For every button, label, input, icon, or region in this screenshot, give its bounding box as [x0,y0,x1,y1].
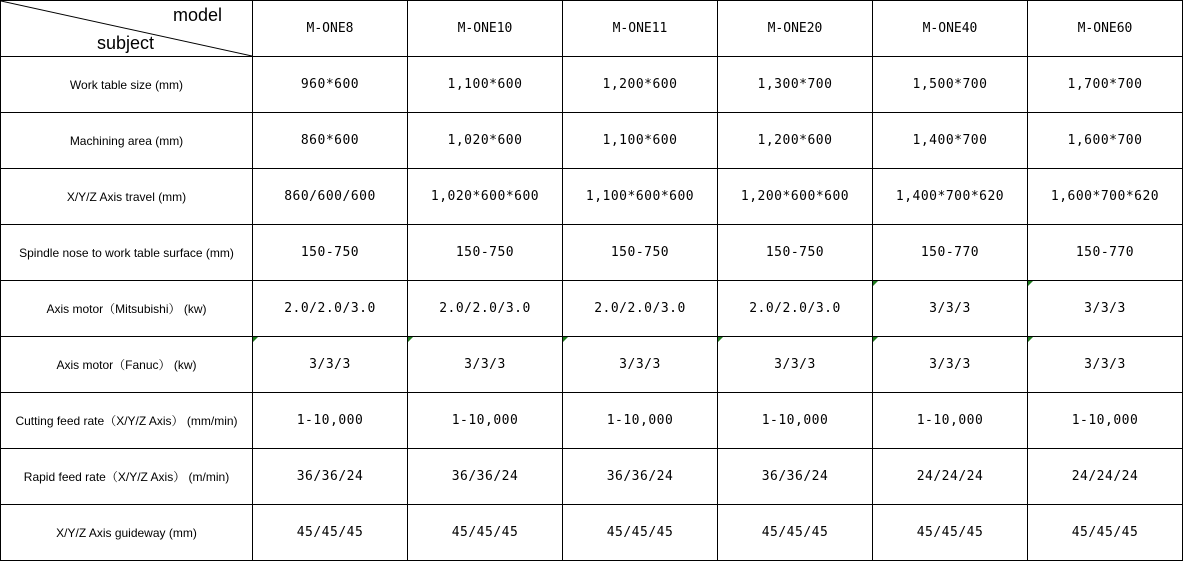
row-subject: Axis motor（Fanuc） (kw) [1,337,253,393]
table-cell: 860/600/600 [253,169,408,225]
table-cell [408,337,563,393]
row-subject: Spindle nose to work table surface (mm) [1,225,253,281]
model-header-m-one11: M-ONE11 [563,1,718,57]
table-row [1,505,1183,561]
cell-value: 3/3/3 [929,301,971,316]
table-cell: 860*600 [253,113,408,169]
cell-marker-icon [718,337,723,342]
table-cell: 1,200*600*600 [718,169,873,225]
table-cell [563,337,718,393]
table-cell: 1-10,000 [408,393,563,449]
table-cell: 1,200*600 [718,113,873,169]
row-subject: Machining area (mm) [1,113,253,169]
row-subject: X/Y/Z Axis travel (mm) [1,169,253,225]
table-cell: 45/45/45 [873,505,1028,561]
cell-marker-icon [873,281,878,286]
table-cell: 24/24/24 [873,449,1028,505]
table-row [1,449,1183,505]
model-header-m-one10: M-ONE10 [408,1,563,57]
table-cell: 1-10,000 [563,393,718,449]
cell-marker-icon [253,337,258,342]
table-cell: 1,300*700 [718,57,873,113]
table-cell: 1-10,000 [253,393,408,449]
table-row [1,57,1183,113]
model-header-m-one20: M-ONE20 [718,1,873,57]
table-row [1,169,1183,225]
table-cell: 1,200*600 [563,57,718,113]
table-row [1,225,1183,281]
table-row [1,337,1183,393]
row-subject: Work table size (mm) [1,57,253,113]
table-cell: 1,020*600*600 [408,169,563,225]
table-cell: 150-750 [253,225,408,281]
table-cell: 1,700*700 [1028,57,1183,113]
table-cell [1028,281,1183,337]
row-subject: Rapid feed rate（X/Y/Z Axis） (m/min) [1,449,253,505]
row-subject: Cutting feed rate（X/Y/Z Axis） (mm/min) [1,393,253,449]
table-cell: 1,500*700 [873,57,1028,113]
table-cell: 45/45/45 [563,505,718,561]
table-cell: 1-10,000 [1028,393,1183,449]
cell-value: 3/3/3 [619,357,661,372]
table-cell: 36/36/24 [718,449,873,505]
table-cell: 36/36/24 [408,449,563,505]
table-cell: 150-750 [408,225,563,281]
table-cell: 1-10,000 [718,393,873,449]
cell-marker-icon [873,337,878,342]
table-row [1,393,1183,449]
table-cell: 1,100*600 [563,113,718,169]
table-cell: 2.0/2.0/3.0 [718,281,873,337]
table-cell: 2.0/2.0/3.0 [408,281,563,337]
table-cell: 150-750 [718,225,873,281]
table-cell: 36/36/24 [563,449,718,505]
cell-value: 3/3/3 [309,357,351,372]
table-cell: 1,600*700*620 [1028,169,1183,225]
table-cell [873,337,1028,393]
cell-marker-icon [563,337,568,342]
table-cell: 1,020*600 [408,113,563,169]
row-subject: Axis motor（Mitsubishi） (kw) [1,281,253,337]
table-cell: 150-770 [873,225,1028,281]
header-row [1,1,1183,57]
row-subject: X/Y/Z Axis guideway (mm) [1,505,253,561]
table-cell: 1-10,000 [873,393,1028,449]
table-cell [873,281,1028,337]
cell-marker-icon [1028,281,1033,286]
model-header-label: model [172,5,222,25]
table-cell: 45/45/45 [253,505,408,561]
table-cell: 1,100*600*600 [563,169,718,225]
table-cell: 36/36/24 [253,449,408,505]
table-cell: 45/45/45 [408,505,563,561]
table-cell: 1,400*700*620 [873,169,1028,225]
table-cell: 1,400*700 [873,113,1028,169]
table-cell: 960*600 [253,57,408,113]
model-header-m-one60: M-ONE60 [1028,1,1183,57]
table-cell: 150-750 [563,225,718,281]
cell-value: 3/3/3 [1084,301,1126,316]
cell-value: 3/3/3 [774,357,816,372]
table-row [1,281,1183,337]
model-header-m-one40: M-ONE40 [873,1,1028,57]
table-cell: 45/45/45 [1028,505,1183,561]
table-cell: 2.0/2.0/3.0 [253,281,408,337]
cell-value: 3/3/3 [1084,357,1126,372]
table-cell [1028,337,1183,393]
table-cell: 1,100*600 [408,57,563,113]
subject-header-label: subject [97,33,155,53]
model-header-m-one8: M-ONE8 [253,1,408,57]
table-cell: 45/45/45 [718,505,873,561]
table-cell: 1,600*700 [1028,113,1183,169]
table-cell [718,337,873,393]
table-cell: 24/24/24 [1028,449,1183,505]
table-cell: 150-770 [1028,225,1183,281]
table-cell [253,337,408,393]
cell-marker-icon [1028,337,1033,342]
corner-header-cell [1,1,253,57]
table-row [1,113,1183,169]
cell-marker-icon [408,337,413,342]
cell-value: 3/3/3 [464,357,506,372]
cell-value: 3/3/3 [929,357,971,372]
table-cell: 2.0/2.0/3.0 [563,281,718,337]
